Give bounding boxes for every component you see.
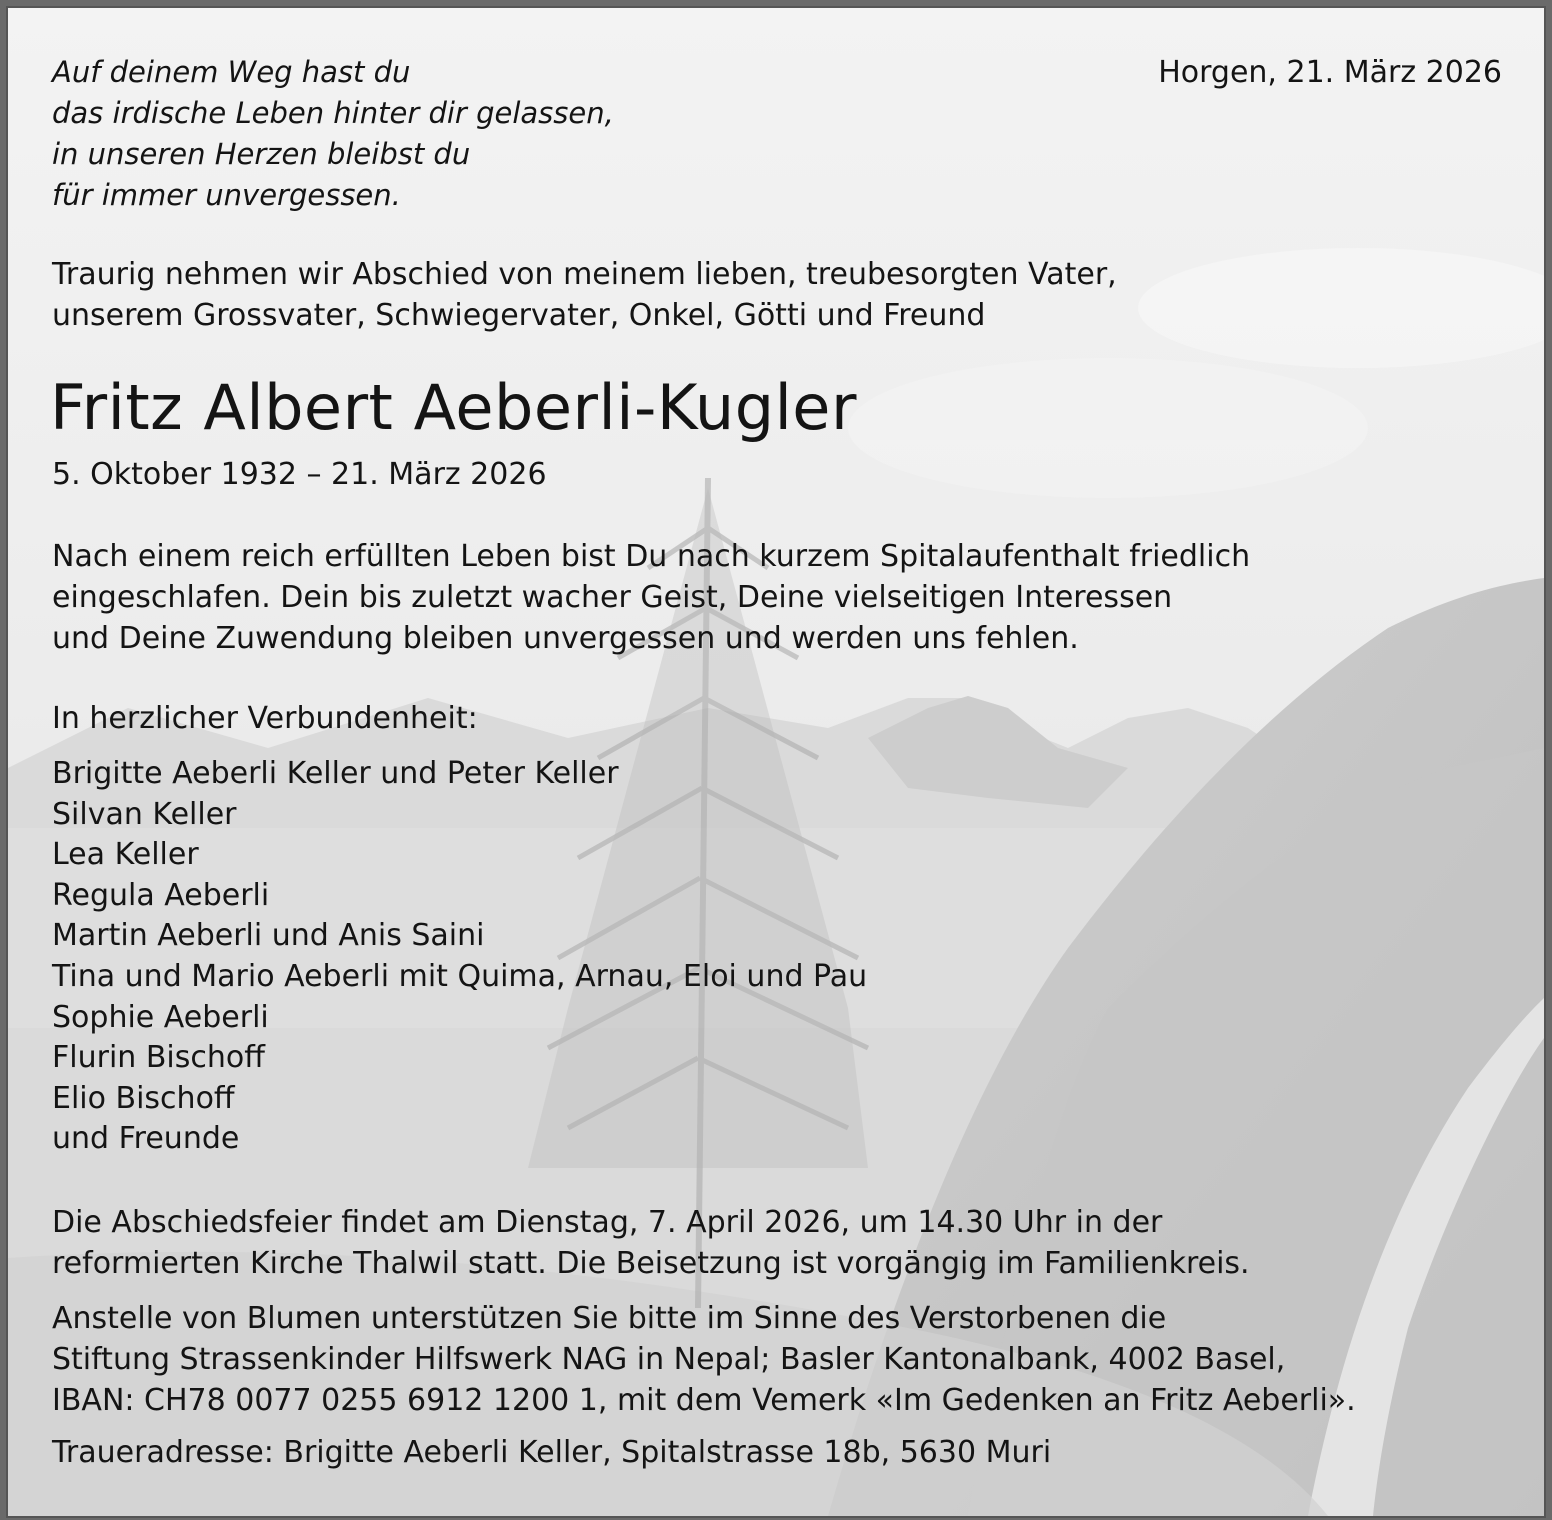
farewell-message	[52, 536, 1250, 659]
mourner: Tina und Mario Aeberli mit Quima, Arnau, Eloi und Pau	[52, 958, 868, 994]
message-line: Nach einem reich erfüllten Leben bist Du nach kurzem Spitalaufenthalt friedlich	[52, 539, 1251, 574]
life-dates: 5. Oktober 1932 – 21. März 2026	[52, 457, 547, 492]
mourner: Regula Aeberli	[52, 877, 270, 913]
poem	[52, 52, 614, 216]
mourner: Martin Aeberli und Anis Saini	[52, 918, 485, 954]
poem-line: für immer unvergessen.	[52, 178, 401, 212]
greeting: In herzlicher Verbundenheit:	[52, 701, 478, 736]
intro-text	[52, 254, 1117, 336]
mourner: Lea Keller	[52, 837, 199, 873]
ceremony-line: reformierten Kirche Thalwil statt. Die Beisetzung ist vorgängig im Familienkreis.	[52, 1246, 1250, 1281]
mourner: Flurin Bischoff	[52, 1040, 265, 1076]
donation-info	[52, 1298, 1356, 1421]
message-line: eingeschlafen. Dein bis zuletzt wacher Geist, Deine vielseitigen Interessen	[52, 580, 1173, 615]
ceremony-info	[52, 1202, 1250, 1284]
mourner: Elio Bischoff	[52, 1080, 235, 1116]
donation-line: Stiftung Strassenkinder Hilfswerk NAG in Nepal; Basler Kantonalbank, 4002 Basel,	[52, 1342, 1286, 1377]
intro-line: unserem Grossvater, Schwiegervater, Onkel, Götti und Freund	[52, 298, 986, 333]
message-line: und Deine Zuwendung bleiben unvergessen und werden uns fehlen.	[52, 621, 1079, 656]
obituary-notice	[6, 6, 1546, 1518]
mourner: Brigitte Aeberli Keller und Peter Keller	[52, 756, 619, 791]
mourning-address: Traueradresse: Brigitte Aeberli Keller, Spitalstrasse 18b, 5630 Muri	[52, 1435, 1052, 1470]
poem-line: Auf deinem Weg hast du	[52, 55, 411, 89]
mourner: Silvan Keller	[52, 796, 237, 832]
mourner: Sophie Aeberli	[52, 999, 269, 1035]
place-date: Horgen, 21. März 2026	[1158, 55, 1502, 90]
mourner: und Freunde	[52, 1121, 240, 1157]
deceased-name: Fritz Albert Aeberli-Kugler	[50, 371, 857, 444]
intro-line: Traurig nehmen wir Abschied von meinem lieben, treubesorgten Vater,	[52, 257, 1117, 292]
poem-line: in unseren Herzen bleibst du	[52, 137, 471, 171]
ceremony-line: Die Abschiedsfeier findet am Dienstag, 7. April 2026, um 14.30 Uhr in der	[52, 1205, 1163, 1240]
notice-content	[8, 8, 1544, 1516]
mourners-list	[52, 754, 867, 1160]
donation-line: IBAN: CH78 0077 0255 6912 1200 1, mit dem Vemerk «Im Gedenken an Fritz Aeberli».	[52, 1383, 1356, 1418]
poem-line: das irdische Leben hinter dir gelassen,	[52, 96, 614, 130]
donation-line: Anstelle von Blumen unterstützen Sie bitte im Sinne des Verstorbenen die	[52, 1301, 1167, 1336]
